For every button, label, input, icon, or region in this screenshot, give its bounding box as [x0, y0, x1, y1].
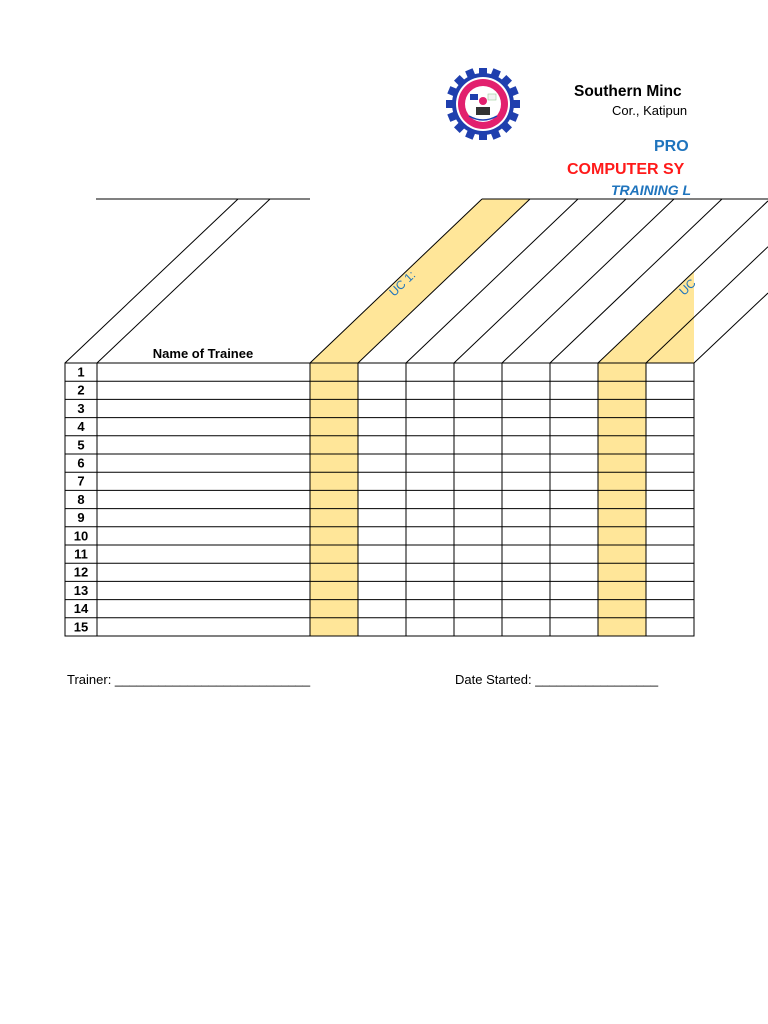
- uc1-header-band: [310, 199, 530, 363]
- program-heading: PRO: [654, 138, 689, 155]
- row-number: 13: [73, 582, 89, 598]
- header-diagonal: [694, 293, 768, 363]
- row-number: 7: [77, 473, 85, 489]
- highlight-column-2: [598, 363, 646, 636]
- row-number: 11: [74, 546, 88, 562]
- row-number: 5: [77, 437, 85, 453]
- trainer-signature-line: Trainer: ___________________________: [67, 672, 311, 687]
- row-number: 10: [73, 528, 89, 544]
- header-diagonal: [358, 199, 530, 363]
- row-number: 14: [73, 601, 89, 617]
- row-number: 2: [77, 382, 85, 398]
- row-number: 1: [77, 364, 85, 380]
- header-diagonal-left: [97, 199, 270, 363]
- institution-name: Southern Minc: [574, 83, 682, 100]
- training-subtitle: TRAINING L: [611, 182, 692, 198]
- course-title: COMPUTER SY: [567, 161, 685, 178]
- row-number: 15: [73, 619, 89, 635]
- row-number: 12: [73, 564, 89, 580]
- row-number: 8: [77, 491, 85, 507]
- date-started-line: Date Started: _________________: [455, 672, 659, 687]
- uc1-label: UC 1:: [386, 267, 419, 300]
- row-number: 4: [77, 419, 85, 435]
- row-number: 6: [77, 455, 85, 471]
- institution-address: Cor., Katipun: [612, 103, 688, 118]
- row-number: 3: [77, 400, 85, 416]
- highlight-column-1: [310, 363, 358, 636]
- row-number: 9: [77, 510, 85, 526]
- name-of-trainee-header: Name of Trainee: [152, 346, 254, 361]
- uc2-label: UC: [676, 276, 699, 299]
- header-diagonal-left: [65, 199, 238, 363]
